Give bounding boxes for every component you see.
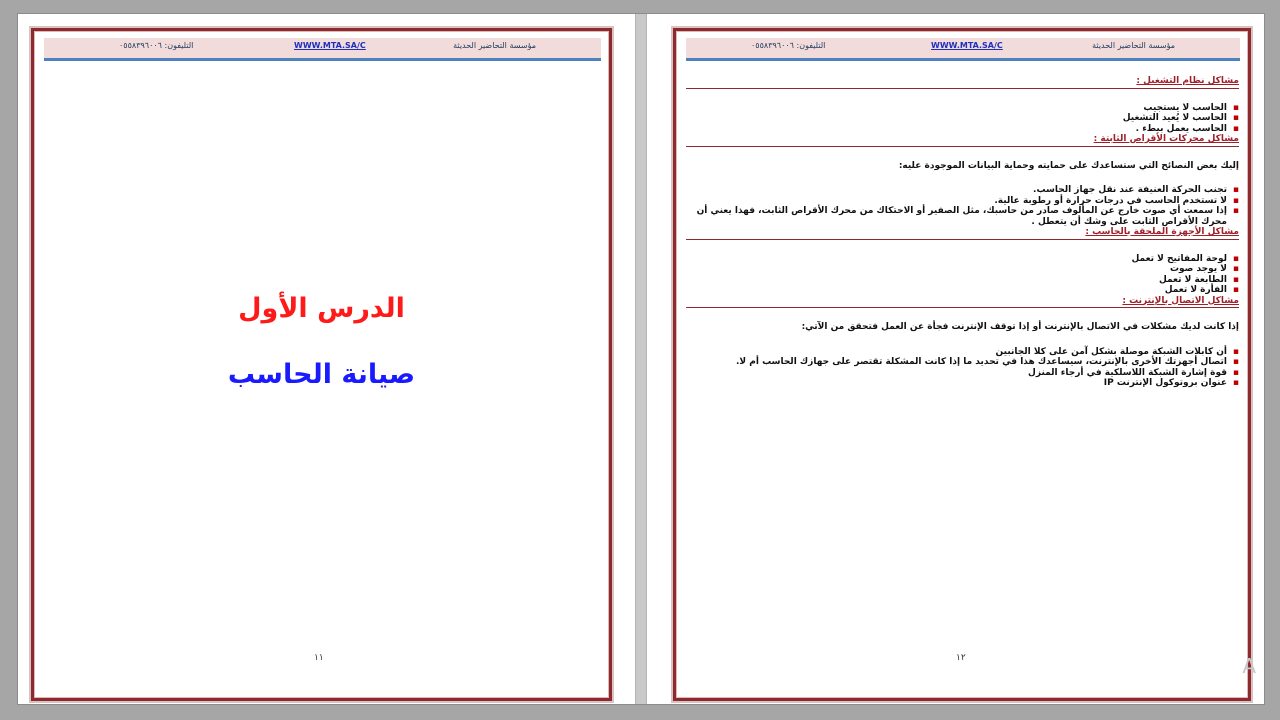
page-left (31, 28, 612, 701)
bullet-list (686, 185, 1239, 227)
list-item: ▪ عنوان بروتوكول الإنترنت IP (1103, 378, 1239, 388)
list-item: ▪ تجنب الحركة العنيفة عند نقل جهاز الحاسب. (1033, 185, 1239, 195)
bullet-icon: ▪ (1232, 285, 1239, 295)
bullet-icon: ▪ (1232, 346, 1239, 357)
bullet-icon: ▪ (1232, 195, 1239, 206)
lesson-title: الدرس الأول (238, 293, 405, 324)
header-phone: التليفون: ٠٥٥٨٣٩٦٠٠٦ (751, 41, 826, 50)
list-item: ▪ اتصال أجهزتك الأخرى بالإنترنت، سيساعدك هذا في تحديد ما إذا كانت المشكلة تقتصر على جهازك الحاسب أم لا. (736, 357, 1239, 367)
list-item: ▪ لا يوجد صوت (1169, 264, 1239, 274)
header-website-link[interactable]: WWW.MTA.SA/C (294, 41, 366, 50)
page-number: ١١ (314, 653, 324, 663)
header-org-name: مؤسسة التحاضير الحديثة (1092, 41, 1175, 50)
section-intro: إليك بعض النصائح التي ستساعدك على حمايته وحماية البيانات الموجودة عليه: (898, 160, 1239, 171)
document-viewer-frame (18, 14, 1264, 704)
bullet-icon: ▪ (1232, 123, 1239, 134)
bullet-list (686, 347, 1239, 389)
list-item: ▪ لا تستخدم الحاسب في درجات حرارة أو رطوبة عالية. (994, 195, 1239, 206)
watermark-letter: A (1242, 654, 1256, 678)
header-website-link[interactable]: WWW.MTA.SA/C (931, 41, 1003, 50)
section-intro: إذا كانت لديك مشكلات في الاتصال بالإنترنت أو إذا توقف الإنترنت فجأة عن العمل فتحقق من الآتي: (801, 322, 1239, 332)
bullet-icon: ▪ (1232, 274, 1239, 285)
header-org-name: مؤسسة التحاضير الحديثة (453, 41, 536, 50)
section-heading: مشاكل محركات الأقراص الثابتة : (686, 134, 1239, 147)
bullet-list (686, 103, 1239, 135)
page-content (686, 76, 1239, 389)
bullet-icon: ▪ (1232, 357, 1239, 367)
page-header (686, 38, 1240, 61)
page-number: ١٢ (956, 653, 966, 663)
bullet-icon: ▪ (1232, 264, 1239, 274)
bullet-icon: ▪ (1232, 102, 1239, 113)
bullet-icon: ▪ (1232, 206, 1239, 216)
page-header (44, 38, 601, 61)
bullet-icon: ▪ (1232, 367, 1239, 378)
list-item: ▪ الحاسب يعمل ببطء . (1135, 123, 1239, 134)
bullet-icon: ▪ (1232, 185, 1239, 195)
bullet-icon: ▪ (1232, 378, 1239, 388)
list-item: ▪ الحاسب لا يستجيب (1143, 102, 1239, 113)
lesson-subtitle: صيانة الحاسب (227, 359, 416, 390)
header-phone: التليفون: ٠٥٥٨٣٩٦٠٠٦ (119, 41, 194, 50)
section-heading: مشاكل الأجهزة الملحقة بالحاسب : (686, 227, 1239, 240)
list-item: ▪ الفأرة لا تعمل (1164, 285, 1239, 295)
bullet-list (686, 254, 1239, 296)
section-heading: مشاكل نظام التشغيل : (686, 76, 1239, 89)
list-item: ▪ أن كابلات الشبكة موصلة بشكل آمن على كلا الجانبين (995, 346, 1239, 357)
bullet-icon: ▪ (1232, 253, 1239, 264)
list-item: ▪ الطابعة لا تعمل (1158, 274, 1239, 285)
bullet-icon: ▪ (1232, 113, 1239, 123)
page-right (673, 28, 1251, 701)
list-item: ▪ قوة إشارة الشبكة اللاسلكية في أرجاء المنزل (1028, 367, 1239, 378)
page-gutter (635, 14, 647, 704)
section-heading: مشاكل الاتصال بالإنترنت : (686, 296, 1239, 309)
list-item: ▪ إذا سمعت أي صوت خارج عن المألوف صادر من حاسبك، مثل الصفير أو الاحتكاك من محرك الأقراص الثابت، فهذا يعني أن محرك الأقراص الثابت على وشك أن يتعطل . (696, 206, 1239, 227)
list-item: ▪ الحاسب لا يُعيد التشغيل (1122, 113, 1239, 123)
list-item: ▪ لوحة المفاتيح لا تعمل (1131, 253, 1239, 264)
